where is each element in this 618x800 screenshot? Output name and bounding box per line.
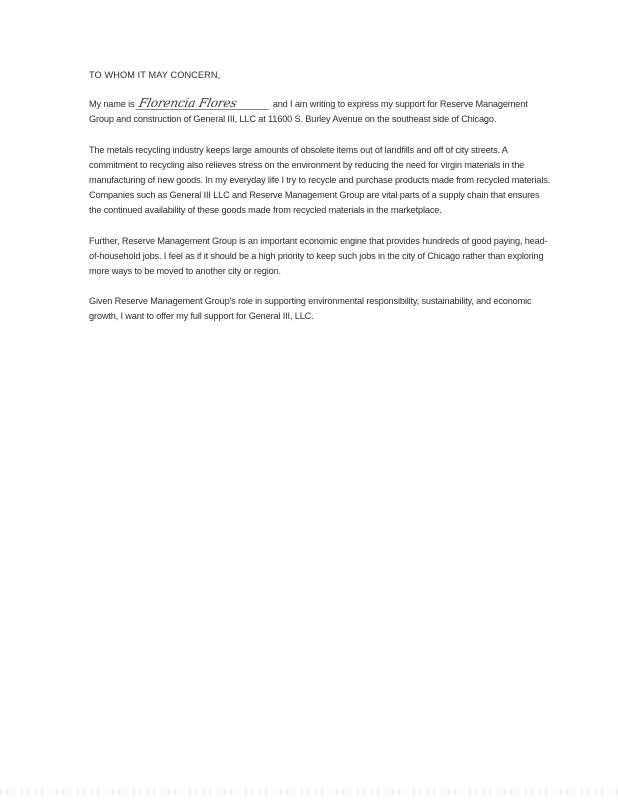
intro-before-signature: My name is xyxy=(89,99,135,110)
letter-body xyxy=(89,68,553,340)
paragraph-jobs: Further, Reserve Management Group is an important economic engine that provides hundreds of good paying, head-of-household jobs. I feel as if it should be a high priority to keep such jobs in the city of Chicago rather than exploring more ways to be moved to another city or region. xyxy=(89,235,548,277)
scan-artifact-line xyxy=(0,789,618,795)
intro-after-signature: and I am writing to express my support for Reserve Management Group and construction of General III, LLC at 11600 S. Burley Avenue on the southeast side of Chicago. xyxy=(89,99,528,125)
paragraph-recycling: The metals recycling industry keeps large amounts of obsolete items out of landfills and off of city streets. A commitment to recycling also relieves stress on the environment by reducing the need for virgin materials in the manufacturing of new goods. In my everyday life I try to recycle and purchase products made from recycled materials. Companies such as General III LLC and Reserve Management Group are vital parts of a supply chain that ensures the continued availability of these goods made from recycled materials in the marketplace. xyxy=(89,144,551,216)
handwritten-name-signature: Florencia Flores xyxy=(136,97,272,110)
paragraph-support: Given Reserve Management Group's role in supporting environmental responsibility, sustainability, and economic growth, I want to offer my full support for General III, LLC. xyxy=(89,296,532,322)
intro-paragraph xyxy=(89,97,553,127)
salutation: TO WHOM IT MAY CONCERN, xyxy=(89,70,221,80)
